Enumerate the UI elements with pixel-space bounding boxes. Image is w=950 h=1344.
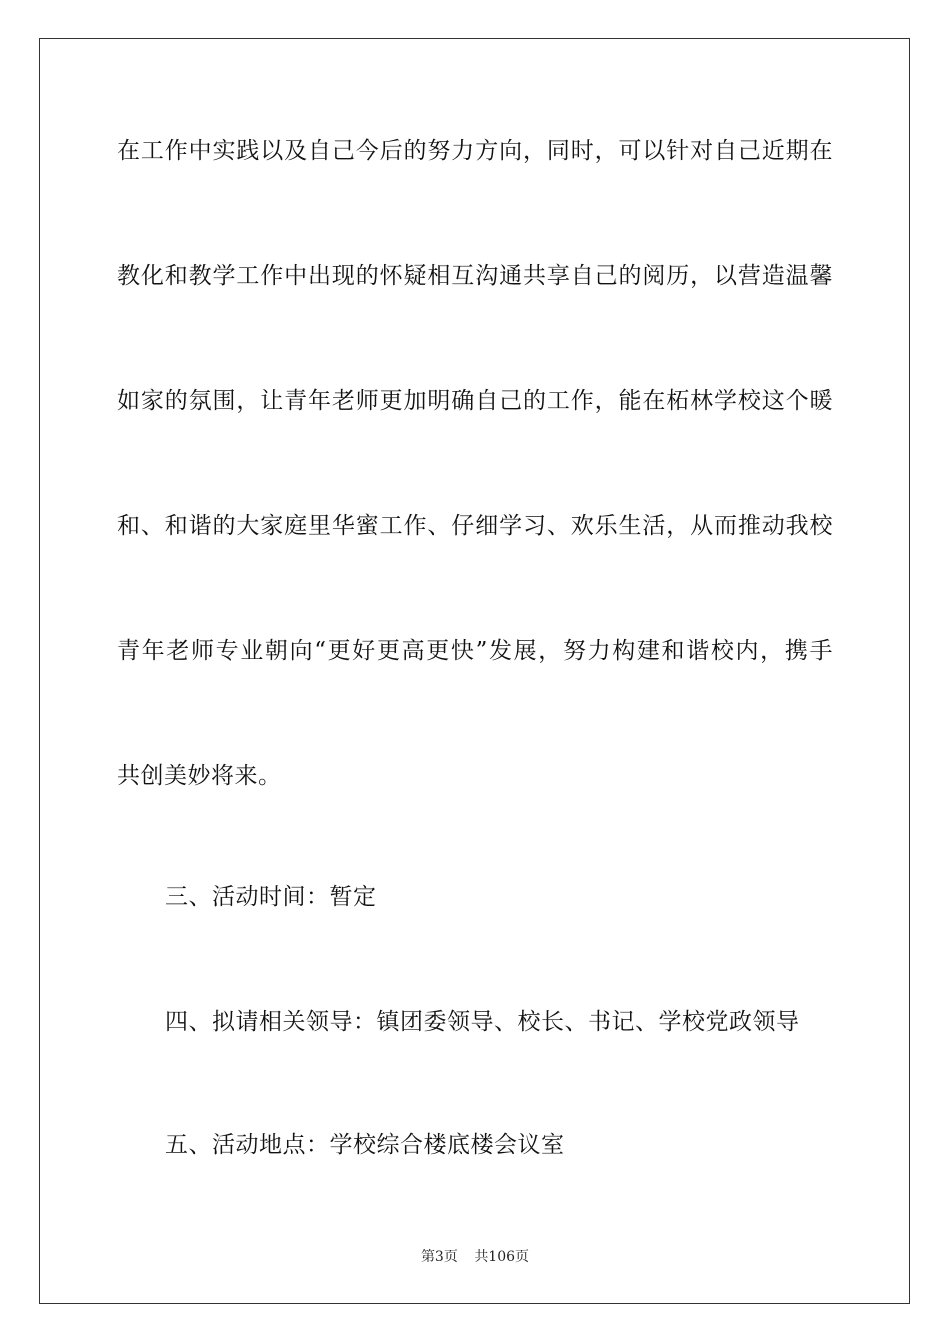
paragraph-line: 教化和教学工作中出现的怀疑相互沟通共享自己的阅历，以营造温馨 bbox=[117, 263, 833, 289]
paragraph-line: 共创美妙将来。 bbox=[117, 763, 282, 789]
paragraph-line: 在工作中实践以及自己今后的努力方向，同时，可以针对自己近期在 bbox=[117, 138, 833, 164]
section-item-time: 三、活动时间：暂定 bbox=[165, 884, 377, 910]
paragraph-line: 和、和谐的大家庭里华蜜工作、仔细学习、欢乐生活，从而推动我校 bbox=[117, 513, 833, 539]
page-total: 共106页 bbox=[474, 1249, 530, 1265]
page-border bbox=[39, 38, 910, 1304]
section-item-location: 五、活动地点：学校综合楼底楼会议室 bbox=[165, 1132, 565, 1158]
page-number: 第3页 bbox=[420, 1249, 458, 1265]
page-footer bbox=[0, 1248, 950, 1266]
paragraph-line: 如家的氛围，让青年老师更加明确自己的工作，能在柘林学校这个暖 bbox=[117, 388, 833, 414]
paragraph-line: 青年老师专业朝向“更好更高更快”发展，努力构建和谐校内，携手 bbox=[117, 638, 833, 664]
section-item-leaders: 四、拟请相关领导：镇团委领导、校长、书记、学校党政领导 bbox=[165, 1009, 800, 1035]
